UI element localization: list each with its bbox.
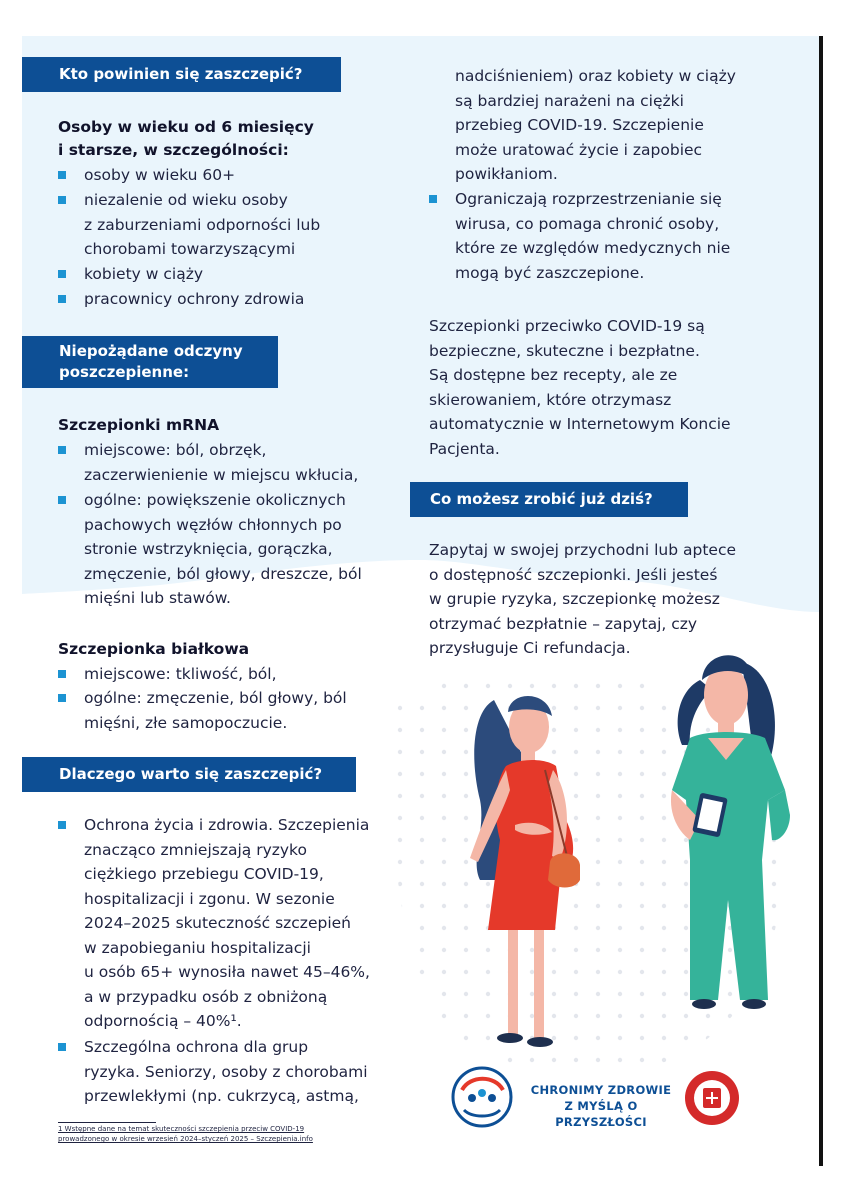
today-paragraph: Zapytaj w swojej przychodni lub aptece o dostępność szczepionki. Jeśli jesteś w grupie ryzyka, szczepionkę możesz otrzymać bezpłatnie – zapytaj, czy przysługuje Ci refundacja. xyxy=(429,541,737,657)
heading-why-vaccinate: Dlaczego warto się zaszczepić? xyxy=(22,757,356,792)
why-continued-text: nadciśnieniem) oraz kobiety w ciąży są bardziej narażeni na ciężki przebieg COVID-19. Szczepienie może uratować życie i zapobiec powikłaniom. xyxy=(455,67,736,183)
list-item: ogólne: powiększenie okolicznych pachowych węzłów chłonnych po stronie wstrzyknięcia, gorączka, zmęczenie, ból głowy, dreszcze, ból mięśni lub stawów. xyxy=(58,488,388,611)
list-item: Szczególna ochrona dla grup ryzyka. Seniorzy, osoby z chorobami przewlekłymi (np. cukrzycą, astmą, xyxy=(58,1035,398,1109)
list-item: miejscowe: tkliwość, ból, xyxy=(58,662,388,687)
page-edge-rule xyxy=(819,36,823,1166)
heading-who-should-vaccinate: Kto powinien się zaszczepić? xyxy=(22,57,341,92)
campaign-slogan: CHRONIMY ZDROWIE Z MYŚLĄ O PRZYSZŁOŚCI xyxy=(530,1083,672,1129)
subheading-mrna: Szczepionki mRNA xyxy=(58,416,220,434)
list-item: osoby w wieku 60+ xyxy=(58,163,388,188)
subheading-protein: Szczepionka białkowa xyxy=(58,640,250,658)
footnote: 1 Wstępne dane na temat skuteczności szczepienia przeciw COVID-19 prowadzonego w okresie wrzesień 2024–styczeń 2025 – Szczepienia.info xyxy=(58,1125,313,1143)
list-item: pracownicy ochrony zdrowia xyxy=(58,287,388,312)
list-item: Ochrona życia i zdrowia. Szczepienia znacząco zmniejszają ryzyko ciężkiego przebiegu COVID-19, hospitalizacji i zgonu. W sezonie 2024–2025 skuteczność szczepień w zapobieganiu hospitalizacji u osób 65+ wynosiła nawet 45–46%, a w przypadku osób z obniżoną odpornością – 40%¹. xyxy=(58,813,398,1034)
list-item: miejscowe: ból, obrzęk, zaczerwienienie w miejscu wkłucia, xyxy=(58,438,388,487)
list-item: ogólne: zmęczenie, ból głowy, ból mięśni, złe samopoczucie. xyxy=(58,686,388,735)
seal-logo xyxy=(685,1071,739,1125)
list-item: niezalenie od wieku osoby z zaburzeniami odporności lub chorobami towarzyszącymi xyxy=(58,188,388,262)
heading-adverse-reactions: Niepożądane odczyny poszczepienne: xyxy=(22,336,278,388)
safety-paragraph: Szczepionki przeciwko COVID-19 są bezpieczne, skuteczne i bezpłatne. Są dostępne bez recepty, ale ze skierowaniem, które otrzymasz automatycznie w Internetowym Koncie Pacjenta. xyxy=(429,317,731,458)
heading-what-today: Co możesz zrobić już dziś? xyxy=(410,482,688,517)
footnote-rule xyxy=(58,1122,156,1123)
list-item: kobiety w ciąży xyxy=(58,262,388,287)
list-item: Ograniczają rozprzestrzenianie się wirusa, co pomaga chronić osoby, które ze względów medycznych nie mogą być zaszczepione. xyxy=(429,187,799,285)
campaign-logo xyxy=(453,1068,511,1126)
subheading-age-groups: Osoby w wieku od 6 miesięcy i starsze, w szczególności: xyxy=(58,118,314,159)
